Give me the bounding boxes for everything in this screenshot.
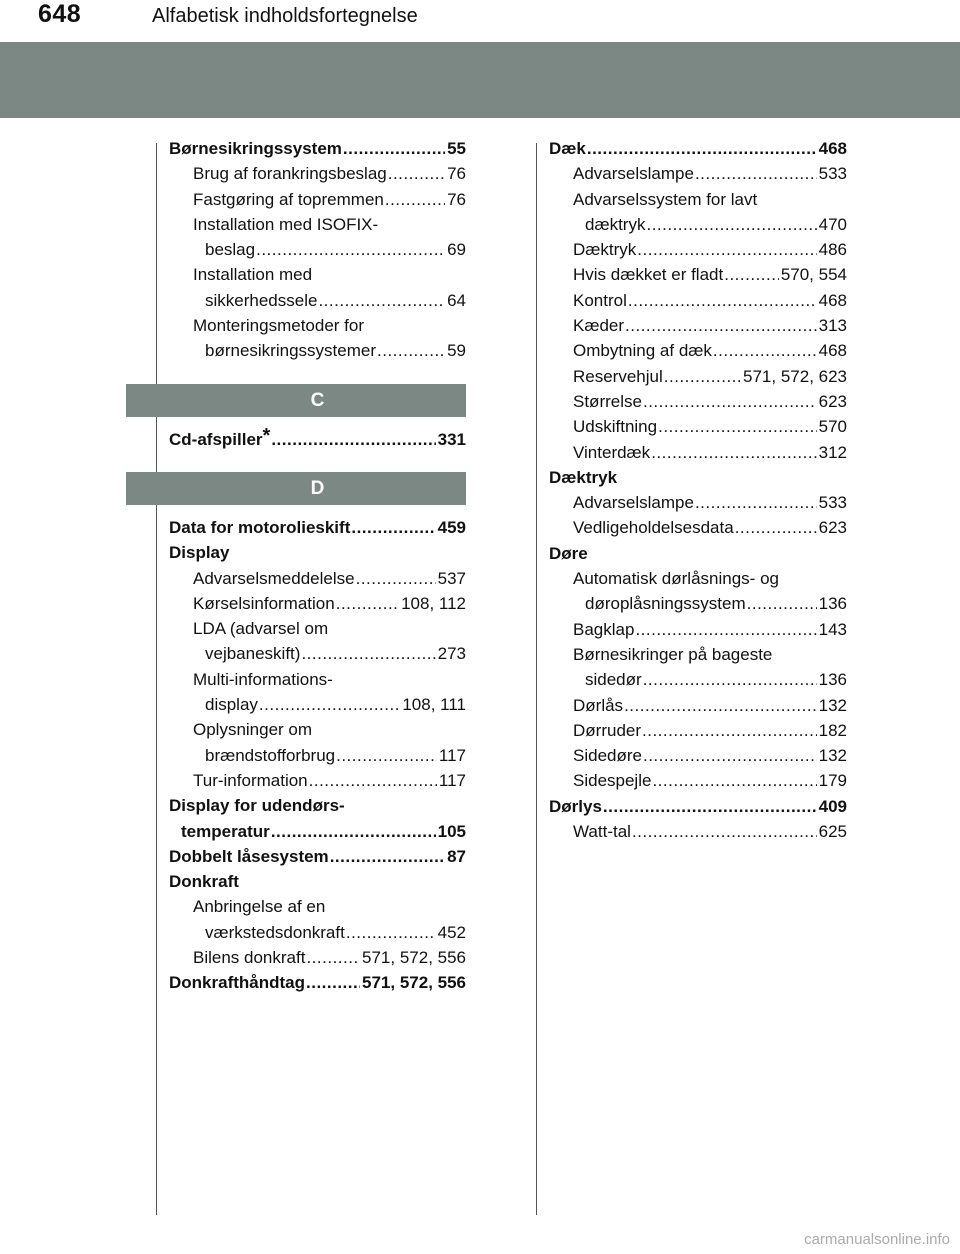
- index-term: Kontrol: [573, 290, 627, 310]
- index-page: 105: [437, 821, 466, 841]
- dot-leader: [259, 692, 400, 717]
- dot-leader: [385, 187, 445, 212]
- index-page: 55: [447, 139, 466, 158]
- index-page: 409: [818, 796, 847, 816]
- index-entry[interactable]: [169, 237, 466, 262]
- index-page: 87: [447, 846, 466, 866]
- index-entry[interactable]: [549, 617, 847, 642]
- index-term: Anbringelse af en: [193, 897, 326, 917]
- index-term: Dæk: [549, 139, 586, 158]
- dot-leader: [587, 136, 817, 161]
- index-term: Installation med ISOFIX-: [193, 214, 379, 234]
- dot-leader: [346, 920, 436, 945]
- index-entry[interactable]: [169, 641, 466, 666]
- index-term: sikkerhedssele: [205, 290, 318, 310]
- index-entry: [549, 541, 847, 566]
- index-entry[interactable]: [549, 237, 847, 262]
- dot-leader: [318, 288, 445, 313]
- dot-leader: [625, 313, 817, 338]
- section-header-c: C: [126, 384, 466, 417]
- index-entry: [169, 869, 466, 894]
- page-title: Alfabetisk indholdsfortegnelse: [152, 5, 418, 27]
- index-page: 182: [818, 720, 847, 740]
- dot-leader: [603, 794, 817, 819]
- dot-leader: [306, 970, 360, 995]
- dot-leader: [271, 819, 436, 844]
- index-entry[interactable]: [169, 515, 466, 540]
- index-entry[interactable]: [549, 414, 847, 439]
- index-entry: [169, 717, 466, 742]
- index-entry[interactable]: [169, 427, 466, 452]
- index-page: 533: [818, 164, 847, 184]
- dot-leader: [713, 338, 817, 363]
- dot-leader: [271, 427, 435, 452]
- dot-leader: [643, 667, 817, 692]
- index-term: Advarselssystem for lavt: [573, 189, 758, 209]
- index-page: 64: [447, 290, 466, 310]
- column-divider-right: [536, 143, 537, 1215]
- index-term: Sidedøre: [573, 746, 642, 766]
- index-column-right: [549, 136, 847, 844]
- index-page: 570: [818, 417, 847, 437]
- index-page: 312: [818, 442, 847, 462]
- index-entry[interactable]: [549, 313, 847, 338]
- dot-leader: [643, 389, 817, 414]
- index-term: Brug af forankringsbeslag: [193, 164, 387, 184]
- dot-leader: [306, 945, 360, 970]
- index-page: 470: [818, 214, 847, 234]
- dot-leader: [336, 743, 437, 768]
- index-term: Dørruder: [573, 720, 642, 740]
- dot-leader: [658, 414, 817, 439]
- index-term: vejbaneskift): [205, 644, 301, 664]
- dot-leader: [351, 515, 435, 540]
- index-page: 273: [437, 644, 466, 664]
- index-page: 623: [818, 518, 847, 538]
- dot-leader: [377, 338, 445, 363]
- index-page: 571, 572, 623: [743, 366, 847, 386]
- dot-leader: [632, 819, 817, 844]
- index-entry: [549, 187, 847, 212]
- index-entry[interactable]: [169, 288, 466, 313]
- index-entry[interactable]: [549, 262, 847, 287]
- index-entry[interactable]: [549, 718, 847, 743]
- dot-leader: [642, 718, 817, 743]
- index-entry: [549, 465, 847, 490]
- index-term: Ombytning af dæk: [573, 341, 712, 361]
- dot-leader: [330, 844, 445, 869]
- index-term: Donkraft: [169, 872, 239, 892]
- index-term: LDA (advarsel om: [193, 619, 329, 639]
- index-term: temperatur: [181, 821, 270, 841]
- index-page: 570, 554: [780, 265, 847, 285]
- index-page: 571, 572, 556: [362, 973, 466, 993]
- index-term: beslag: [205, 240, 256, 260]
- dot-leader: [336, 591, 399, 616]
- index-page: 468: [818, 290, 847, 310]
- index-term: Størrelse: [573, 391, 642, 411]
- index-term: Fastgøring af topremmen: [193, 189, 384, 209]
- index-page: 132: [818, 695, 847, 715]
- index-term: Tur-information: [193, 770, 308, 790]
- dot-leader: [664, 364, 741, 389]
- index-term: Vinterdæk: [573, 442, 651, 462]
- index-page: 136: [818, 594, 847, 614]
- index-term: Hvis dækket er fladt: [573, 265, 724, 285]
- index-entry: [549, 566, 847, 591]
- index-entry[interactable]: [549, 591, 847, 616]
- index-entry: [549, 642, 847, 667]
- index-entry: [169, 793, 466, 818]
- index-term: Kæder: [573, 316, 625, 336]
- index-page: 459: [437, 517, 466, 537]
- index-term: døroplåsningssystem: [585, 594, 746, 614]
- index-page: 533: [818, 493, 847, 513]
- index-term: Dørlys: [549, 796, 602, 816]
- index-term: Data for motorolieskift: [169, 517, 351, 537]
- index-term: Advarselslampe: [573, 493, 694, 513]
- dot-leader: [637, 237, 816, 262]
- dot-leader: [651, 440, 816, 465]
- index-entry[interactable]: [169, 768, 466, 793]
- index-entry: [169, 616, 466, 641]
- index-page: 136: [818, 670, 847, 690]
- index-entry[interactable]: [549, 768, 847, 793]
- index-page: 313: [818, 316, 847, 336]
- index-entry[interactable]: [549, 364, 847, 389]
- index-term: Dæktryk: [549, 467, 618, 487]
- index-entry[interactable]: [549, 490, 847, 515]
- index-entry: [169, 262, 466, 287]
- index-term: Dørlås: [573, 695, 624, 715]
- index-entry: [169, 313, 466, 338]
- index-term: børnesikringssystemer: [205, 341, 376, 361]
- page-header: [0, 0, 960, 34]
- index-term: Display: [169, 543, 230, 563]
- dot-leader: [724, 262, 779, 287]
- index-term: Oplysninger om: [193, 720, 313, 740]
- dot-leader: [343, 136, 445, 161]
- index-entry: [169, 894, 466, 919]
- index-page: 625: [818, 822, 847, 842]
- dot-leader: [356, 566, 436, 591]
- index-page: 468: [818, 139, 847, 158]
- index-term: værkstedsdonkraft: [205, 922, 345, 942]
- dot-leader: [643, 743, 817, 768]
- index-entry[interactable]: [169, 692, 466, 717]
- index-entry[interactable]: [169, 844, 466, 869]
- index-entry[interactable]: [169, 187, 466, 212]
- index-page: 486: [818, 240, 847, 260]
- index-entry[interactable]: [549, 819, 847, 844]
- index-entry[interactable]: [549, 667, 847, 692]
- index-page: 108, 111: [402, 695, 466, 715]
- index-page: 143: [818, 619, 847, 639]
- index-entry[interactable]: [169, 136, 466, 161]
- index-term: Vedligeholdelsesdata: [573, 518, 734, 538]
- index-entry[interactable]: [169, 743, 466, 768]
- index-term: Kørselsinformation: [193, 593, 335, 613]
- index-term: Installation med: [193, 265, 313, 285]
- index-entry: [169, 667, 466, 692]
- index-term: Børnesikringssystem: [169, 139, 342, 158]
- index-list-b: [169, 136, 466, 364]
- index-term: Bagklap: [573, 619, 635, 639]
- index-page: 571, 572, 556: [362, 948, 466, 968]
- index-entry[interactable]: [549, 794, 847, 819]
- dot-leader: [747, 591, 817, 616]
- column-divider-left: [156, 143, 157, 1215]
- index-entry[interactable]: [169, 819, 466, 844]
- index-term: Døre: [549, 543, 588, 563]
- index-term: Display for udendørs-: [169, 796, 345, 816]
- index-page: 179: [818, 771, 847, 791]
- index-entry[interactable]: [549, 136, 847, 161]
- index-page: 108, 112: [401, 593, 466, 613]
- index-list-right: [549, 136, 847, 844]
- index-term: Multi-informations-: [193, 669, 333, 689]
- dot-leader: [624, 693, 817, 718]
- index-page: 117: [438, 745, 466, 765]
- index-term: Dobbelt låsesystem: [169, 846, 329, 866]
- index-term: Advarselslampe: [573, 164, 694, 184]
- dot-leader: [695, 490, 817, 515]
- dot-leader: [309, 768, 437, 793]
- index-entry[interactable]: [169, 566, 466, 591]
- index-entry[interactable]: [549, 743, 847, 768]
- index-entry[interactable]: [549, 515, 847, 540]
- index-term: Monteringsmetoder for: [193, 316, 365, 336]
- index-page: 76: [447, 164, 466, 184]
- index-term: Reservehjul: [573, 366, 663, 386]
- index-column-left: [169, 136, 466, 996]
- index-entry[interactable]: [549, 338, 847, 363]
- dot-leader: [628, 288, 817, 313]
- index-page: 537: [437, 568, 466, 588]
- index-term: Cd-afspiller*: [169, 425, 271, 449]
- index-entry[interactable]: [549, 212, 847, 237]
- index-page: 76: [447, 189, 466, 209]
- index-entry[interactable]: [169, 338, 466, 363]
- page-number: 648: [38, 0, 82, 28]
- index-entry[interactable]: [169, 161, 466, 186]
- dot-leader: [635, 617, 816, 642]
- index-term: sidedør: [585, 670, 642, 690]
- dot-leader: [301, 641, 435, 666]
- index-entry[interactable]: [169, 591, 466, 616]
- index-page: 452: [437, 922, 466, 942]
- watermark: carmanualsonline.info: [804, 1231, 950, 1248]
- index-list-d: [169, 515, 466, 996]
- index-entry[interactable]: [169, 920, 466, 945]
- index-page: 132: [818, 746, 847, 766]
- index-entry: [169, 212, 466, 237]
- index-term: Bilens donkraft: [193, 948, 306, 968]
- dot-leader: [646, 212, 816, 237]
- index-entry: [169, 540, 466, 565]
- index-term: display: [205, 695, 258, 715]
- index-term: Donkrafthåndtag: [169, 973, 305, 993]
- index-term: Dæktryk: [573, 240, 637, 260]
- index-entry[interactable]: [549, 389, 847, 414]
- dot-leader: [388, 161, 445, 186]
- section-header-d: D: [126, 472, 466, 505]
- index-term: dæktryk: [585, 214, 646, 234]
- index-entry[interactable]: [169, 945, 466, 970]
- index-term: Automatisk dørlåsnings- og: [573, 569, 779, 589]
- index-entry[interactable]: [169, 970, 466, 995]
- index-term: Udskiftning: [573, 417, 658, 437]
- index-page: 117: [438, 770, 466, 790]
- index-term: Advarselsmeddelelse: [193, 568, 355, 588]
- index-term: brændstofforbrug: [205, 745, 336, 765]
- index-term: Watt-tal: [573, 822, 631, 842]
- index-term: Børnesikringer på bageste: [573, 644, 773, 664]
- index-page: 623: [818, 391, 847, 411]
- index-entry[interactable]: [549, 693, 847, 718]
- index-page: 69: [447, 240, 466, 260]
- index-page: 468: [818, 341, 847, 361]
- dot-leader: [652, 768, 816, 793]
- dot-leader: [695, 161, 817, 186]
- dot-leader: [256, 237, 445, 262]
- index-term: Sidespejle: [573, 771, 652, 791]
- dot-leader: [735, 515, 817, 540]
- header-band: [0, 42, 960, 118]
- index-entry[interactable]: [549, 161, 847, 186]
- index-page: 331: [437, 429, 466, 449]
- index-page: 59: [447, 341, 466, 361]
- index-entry[interactable]: [549, 440, 847, 465]
- index-entry[interactable]: [549, 288, 847, 313]
